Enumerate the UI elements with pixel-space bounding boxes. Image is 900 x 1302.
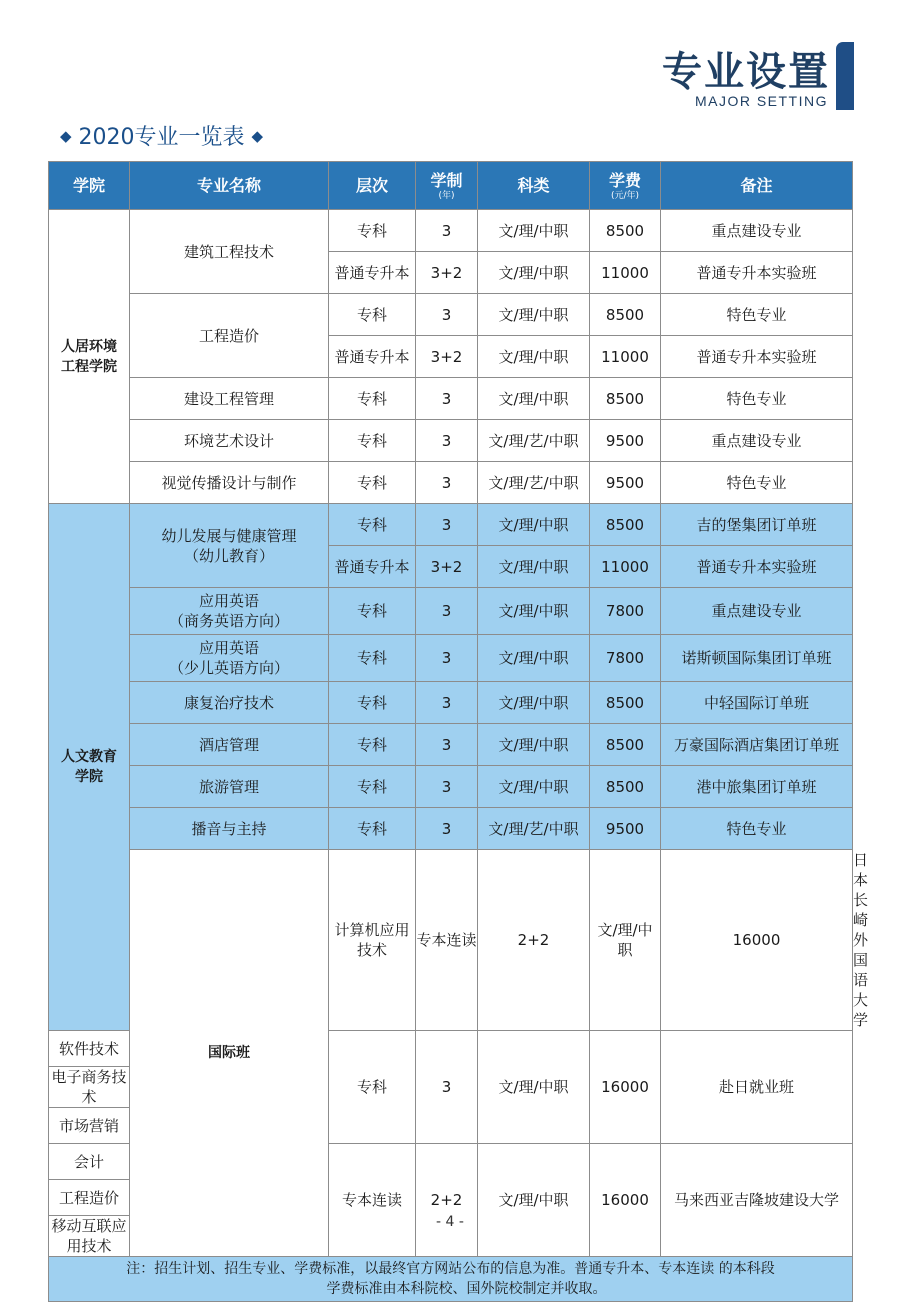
header-duration (416, 162, 478, 210)
subject-cell: 文/理/中职 (478, 378, 590, 420)
header-fee-label: 学费 (608, 170, 641, 190)
duration-cell: 3 (416, 294, 478, 336)
remark-cell: 港中旅集团订单班 (661, 766, 853, 808)
level-cell: 专科 (329, 1031, 416, 1144)
major-cell: 环境艺术设计 (130, 420, 329, 462)
major-cell: 计算机应用技术 (329, 850, 416, 1031)
fee-cell: 8500 (590, 378, 661, 420)
duration-cell: 3 (416, 1031, 478, 1144)
fee-cell: 9500 (590, 420, 661, 462)
header-fee (590, 162, 661, 210)
major-cell: 市场营销 (49, 1108, 130, 1144)
remark-cell: 万豪国际酒店集团订单班 (661, 724, 853, 766)
duration-cell: 3 (416, 682, 478, 724)
table-row: 国际班 计算机应用技术 专本连读 2+2 文/理/中职 16000 日本长崎外国语大学 (49, 850, 853, 1031)
subject-cell: 文/理/中职 (478, 210, 590, 252)
major-name: 应用英语 (198, 639, 259, 657)
duration-cell: 3 (416, 588, 478, 635)
subject-cell: 文/理/中职 (478, 724, 590, 766)
major-cell: 建设工程管理 (130, 378, 329, 420)
remark-cell: 重点建设专业 (661, 420, 853, 462)
major-cell: 工程造价 (49, 1180, 130, 1216)
header-duration-unit: (年) (438, 190, 455, 201)
duration-cell: 2+2 (416, 1144, 478, 1257)
college-name: 人居环境 工程学院 (61, 338, 117, 375)
subject-cell: 文/理/中职 (478, 336, 590, 378)
level-cell: 专本连读 (329, 1144, 416, 1257)
table-row (49, 294, 853, 336)
fee-cell: 9500 (590, 808, 661, 850)
level-cell: 普通专升本 (329, 336, 416, 378)
subject-cell: 文/理/中职 (478, 294, 590, 336)
header-remark: 备注 (661, 162, 853, 210)
subject-cell: 文/理/中职 (478, 1031, 590, 1144)
remark-cell: 普通专升本实验班 (661, 336, 853, 378)
note-row (49, 1257, 853, 1302)
subject-cell: 文/理/中职 (590, 850, 661, 1031)
header-duration-label: 学制 (430, 170, 463, 190)
duration-cell: 3 (416, 766, 478, 808)
remark-cell: 重点建设专业 (661, 588, 853, 635)
college-cell (130, 850, 329, 1257)
diamond-icon: ◆ (60, 127, 72, 145)
diamond-icon: ◆ (251, 127, 264, 145)
header-subject: 科类 (478, 162, 590, 210)
table-row (49, 504, 853, 546)
note-line-1: 注：招生计划、招生专业、学费标准，以最终官方网站公布的信息为准。普通专升本、专本连读 的本科段 (126, 1261, 775, 1277)
level-cell: 专科 (329, 588, 416, 635)
major-cell (130, 635, 329, 682)
fee-cell: 16000 (590, 1031, 661, 1144)
duration-cell: 3 (416, 210, 478, 252)
remark-cell: 普通专升本实验班 (661, 252, 853, 294)
major-cell: 酒店管理 (130, 724, 329, 766)
remark-cell: 普通专升本实验班 (661, 546, 853, 588)
remark-cell: 吉的堡集团订单班 (661, 504, 853, 546)
subject-cell: 文/理/中职 (478, 546, 590, 588)
level-cell: 专科 (329, 724, 416, 766)
note-line-2: 学费标准由本科院校、国外院校制定并收取。 (326, 1281, 607, 1297)
table-row (49, 378, 853, 420)
duration-cell: 3 (416, 635, 478, 682)
remark-cell: 特色专业 (661, 462, 853, 504)
level-cell: 普通专升本 (329, 546, 416, 588)
college-cell (49, 504, 130, 1031)
subject-cell: 文/理/中职 (478, 252, 590, 294)
subject-cell: 文/理/艺/中职 (478, 808, 590, 850)
note-cell (49, 1257, 853, 1302)
majors-table (48, 161, 869, 1302)
major-cell: 建筑工程技术 (130, 210, 329, 294)
table-row (49, 420, 853, 462)
duration-cell: 3 (416, 462, 478, 504)
table-row (49, 635, 853, 682)
remark-cell: 马来西亚吉隆坡建设大学 (661, 1144, 853, 1257)
level-cell: 专科 (329, 766, 416, 808)
major-cell: 软件技术 (49, 1031, 130, 1067)
major-name: 应用英语 (198, 592, 259, 610)
remark-cell: 赴日就业班 (661, 1031, 853, 1144)
table-row (49, 724, 853, 766)
level-cell: 专科 (329, 635, 416, 682)
fee-cell: 8500 (590, 210, 661, 252)
fee-cell: 9500 (590, 462, 661, 504)
duration-cell: 3 (416, 378, 478, 420)
remark-cell: 重点建设专业 (661, 210, 853, 252)
college-name: 国际班 (208, 1045, 250, 1061)
remark-cell: 特色专业 (661, 378, 853, 420)
major-cell: 旅游管理 (130, 766, 329, 808)
duration-cell: 3+2 (416, 336, 478, 378)
fee-cell: 8500 (590, 682, 661, 724)
remark-cell: 诺斯顿国际集团订单班 (661, 635, 853, 682)
major-cell: 播音与主持 (130, 808, 329, 850)
level-cell: 专科 (329, 682, 416, 724)
remark-cell: 特色专业 (661, 294, 853, 336)
subject-cell: 文/理/中职 (478, 766, 590, 808)
page-header-title: 专业设置 (662, 49, 830, 95)
major-name: 幼儿发展与健康管理 (161, 526, 297, 545)
header-college: 学院 (49, 162, 130, 210)
level-cell: 专科 (329, 462, 416, 504)
subject-cell: 文/理/艺/中职 (478, 462, 590, 504)
subject-cell: 文/理/中职 (478, 682, 590, 724)
fee-cell: 7800 (590, 635, 661, 682)
level-cell: 专科 (329, 294, 416, 336)
table-row (49, 462, 853, 504)
subject-cell: 文/理/中职 (478, 1144, 590, 1257)
table-row (49, 682, 853, 724)
major-cell: 会计 (49, 1144, 130, 1180)
fee-cell: 11000 (590, 336, 661, 378)
fee-cell: 8500 (590, 294, 661, 336)
fee-cell: 16000 (661, 850, 853, 1031)
remark-cell: 特色专业 (661, 808, 853, 850)
level-cell: 普通专升本 (329, 252, 416, 294)
subject-cell: 文/理/中职 (478, 588, 590, 635)
major-cell: 工程造价 (130, 294, 329, 378)
fee-cell: 8500 (590, 504, 661, 546)
fee-cell: 16000 (590, 1144, 661, 1257)
fee-cell: 8500 (590, 766, 661, 808)
table-row (49, 588, 853, 635)
level-cell: 专科 (329, 808, 416, 850)
fee-cell: 7800 (590, 588, 661, 635)
remark-cell: 中轻国际订单班 (661, 682, 853, 724)
duration-cell: 3+2 (416, 546, 478, 588)
major-cell: 康复治疗技术 (130, 682, 329, 724)
subject-cell: 文/理/艺/中职 (478, 420, 590, 462)
duration-cell: 3 (416, 724, 478, 766)
duration-cell: 3 (416, 420, 478, 462)
college-cell (49, 210, 130, 504)
duration-cell: 3 (416, 808, 478, 850)
fee-cell: 11000 (590, 546, 661, 588)
major-direction: （商务英语方向） (168, 612, 289, 630)
level-cell: 专科 (329, 504, 416, 546)
major-cell (130, 504, 329, 588)
level-cell: 专科 (329, 378, 416, 420)
subject-cell: 文/理/中职 (478, 504, 590, 546)
fee-cell: 8500 (590, 724, 661, 766)
level-cell: 专科 (329, 420, 416, 462)
subject-cell: 文/理/中职 (478, 635, 590, 682)
major-cell: 视觉传播设计与制作 (130, 462, 329, 504)
header-fee-unit: (元/年) (610, 190, 640, 201)
duration-cell: 2+2 (478, 850, 590, 1031)
header-accent-bar (836, 42, 854, 110)
major-cell: 电子商务技术 (49, 1067, 130, 1108)
duration-cell: 3+2 (416, 252, 478, 294)
header-level: 层次 (329, 162, 416, 210)
page-header-subtitle: MAJOR SETTING (694, 93, 828, 109)
major-direction: （少儿英语方向） (168, 659, 289, 677)
table-row (49, 210, 853, 252)
duration-cell: 3 (416, 504, 478, 546)
fee-cell: 11000 (590, 252, 661, 294)
college-name: 人文教育 学院 (61, 749, 117, 785)
level-cell: 专本连读 (416, 850, 478, 1031)
page-number: - 4 - (436, 1214, 464, 1230)
major-cell (130, 588, 329, 635)
level-cell: 专科 (329, 210, 416, 252)
header-major: 专业名称 (130, 162, 329, 210)
section-title-text: 2020专业一览表 (78, 125, 245, 150)
table-row (49, 808, 853, 850)
major-cell: 移动互联应用技术 (49, 1216, 130, 1257)
table-row (49, 766, 853, 808)
table-header-row (49, 162, 853, 210)
major-direction: （幼儿教育） (183, 546, 274, 565)
section-title (60, 120, 263, 151)
